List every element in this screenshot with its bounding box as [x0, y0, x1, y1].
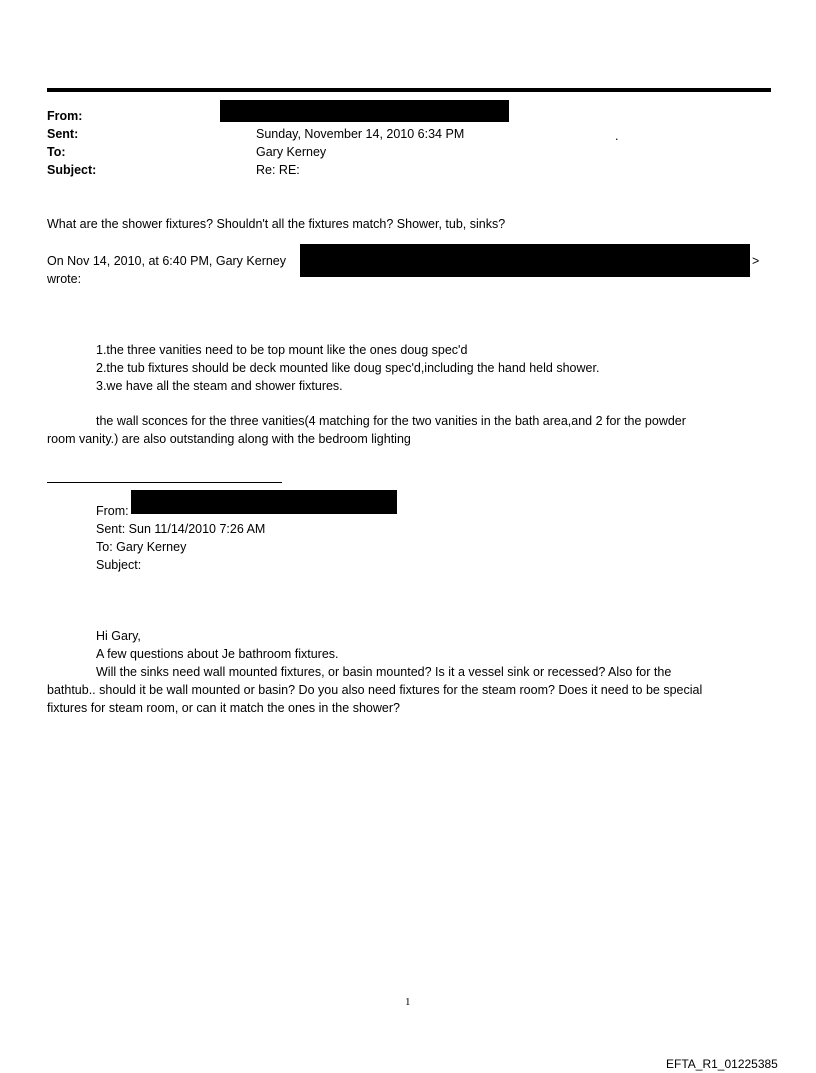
sconce-line: room vanity.) are also outstanding along with the bedroom lighting — [47, 432, 411, 446]
quote-intro: On Nov 14, 2010, at 6:40 PM, Gary Kerney — [47, 254, 287, 268]
from-label: From: — [47, 109, 83, 123]
quote-intro-end: > — [752, 254, 760, 268]
sent-value: Sunday, November 14, 2010 6:34 PM — [256, 127, 465, 141]
reply-item: 2.the tub fixtures should be deck mounted like doug spec'd,including the hand held shower. — [96, 361, 600, 375]
greeting: Hi Gary, — [96, 629, 141, 643]
to-value: Gary Kerney — [256, 145, 327, 159]
original-line: fixtures for steam room, or can it match the ones in the shower? — [47, 701, 400, 715]
redaction-from — [220, 100, 509, 122]
page-number: 1 — [405, 996, 411, 1008]
original-line: bathtub.. should it be wall mounted or basin? Do you also need fixtures for the steam room? Does it need to be special — [47, 683, 703, 697]
sent-label: Sent: — [47, 127, 79, 141]
subject-value: Re: RE: — [256, 163, 300, 177]
forwarded-to: To: Gary Kerney — [96, 540, 187, 554]
document-id: EFTA_R1_01225385 — [666, 1057, 778, 1071]
to-label: To: — [47, 145, 66, 159]
forwarded-from-label: From: — [96, 504, 129, 518]
stray-mark: . — [615, 129, 619, 143]
separator-rule — [47, 482, 282, 483]
sconce-line: the wall sconces for the three vanities(4 matching for the two vanities in the bath area,and 2 for the powder — [96, 414, 686, 428]
forwarded-sent: Sent: Sun 11/14/2010 7:26 AM — [96, 522, 266, 536]
header-rule — [47, 88, 771, 92]
original-line: A few questions about Je bathroom fixtures. — [96, 647, 339, 661]
forwarded-subject: Subject: — [96, 558, 142, 572]
subject-label: Subject: — [47, 163, 97, 177]
message-line: What are the shower fixtures? Shouldn't all the fixtures match? Shower, tub, sinks? — [47, 217, 506, 231]
redaction-forwarded-from — [131, 490, 397, 514]
original-line: Will the sinks need wall mounted fixtures, or basin mounted? Is it a vessel sink or recessed? Also for the — [96, 665, 672, 679]
redaction-email — [300, 244, 750, 277]
reply-item: 1.the three vanities need to be top mount like the ones doug spec'd — [96, 343, 468, 357]
reply-item: 3.we have all the steam and shower fixtures. — [96, 379, 343, 393]
quote-wrote: wrote: — [47, 272, 82, 286]
